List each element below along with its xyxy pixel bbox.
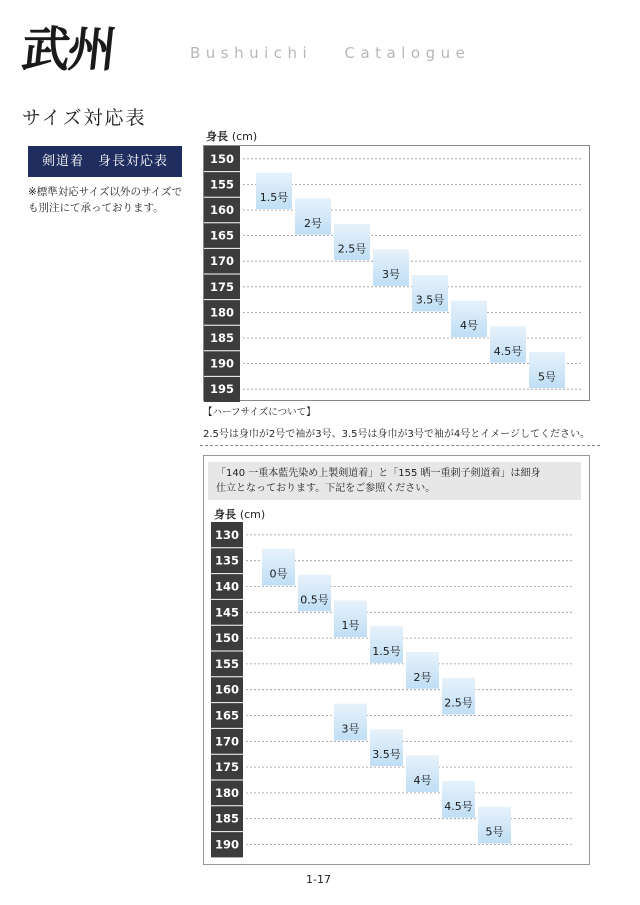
row-label-160: 160 [214,682,240,697]
size-label-3.5号: 3.5号 [372,748,401,762]
half-size-title: 【ハーフサイズについて】 [203,407,316,418]
size-label-1.5号: 1.5号 [372,645,401,658]
size-label-2号: 2号 [413,670,432,684]
row-label-170: 170 [214,734,240,749]
row-label-130: 130 [214,527,240,542]
chart-category-label: 剣道着 身長対応表 [28,146,182,177]
size-label-5号: 5号 [538,370,556,384]
row-label-160: 160 [209,203,235,217]
height-size-chart-slim [211,522,581,858]
row-label-190: 190 [214,837,240,852]
row-label-165: 165 [214,708,240,723]
chart1-axis-title: 身長 [206,130,228,143]
size-label-2号: 2号 [304,216,322,230]
row-label-190: 190 [209,356,235,371]
size-label-3.5号: 3.5号 [415,293,445,307]
row-label-175: 175 [214,760,240,775]
size-label-0号: 0号 [269,567,288,581]
size-label-4号: 4号 [460,319,478,333]
size-label-1号: 1号 [341,619,360,633]
row-label-185: 185 [214,811,240,826]
row-label-195: 195 [209,382,235,397]
row-label-155: 155 [214,656,240,671]
size-label-5号: 5号 [485,825,504,839]
size-label-4.5号: 4.5号 [444,799,473,813]
chart2-axis-unit: (cm) [239,508,266,521]
size-label-2.5号: 2.5号 [337,242,367,256]
slim-fit-note-line1: 「140 一重本藍先染め上製剣道着」と「155 晒一重刺子剣道着」は細身 [216,468,541,479]
size-label-1.5号: 1.5号 [259,191,289,205]
chart2-axis-title: 身長 [214,508,236,521]
brand-logo: 武州 [19,22,117,78]
size-label-3号: 3号 [382,268,400,281]
section-title: サイズ対応表 [22,107,147,129]
chart2-axis-label [214,506,265,522]
chart1-axis-label [206,128,257,144]
section-divider [200,445,600,446]
page-number: 1-17 [306,873,331,886]
custom-order-note: ※標準対応サイズ以外のサイズでも別注にて承っております。 [28,186,183,214]
half-size-text: 2.5号は身巾が2号で袖が3号、3.5号は身巾が3号で袖が4号とイメージしてください。 [203,429,590,440]
height-size-chart-standard [203,145,590,401]
row-label-150: 150 [214,631,240,646]
size-label-0.5号: 0.5号 [300,593,329,607]
row-label-170: 170 [209,254,235,269]
row-label-175: 175 [209,279,235,294]
size-label-4号: 4号 [413,774,432,787]
row-label-140: 140 [214,579,240,594]
size-label-3号: 3号 [341,722,360,736]
size-label-2.5号: 2.5号 [444,696,473,710]
row-label-155: 155 [209,177,235,192]
row-label-150: 150 [209,151,235,166]
size-label-4.5号: 4.5号 [493,344,523,358]
row-label-180: 180 [209,305,235,320]
row-label-180: 180 [214,785,240,800]
row-label-135: 135 [214,553,240,568]
slim-fit-note-line2: 仕立となっております。下記をご参照ください。 [216,483,436,494]
slim-fit-note [208,462,581,500]
row-label-145: 145 [214,605,240,620]
row-label-185: 185 [209,331,235,345]
chart1-axis-unit: (cm) [231,130,258,143]
row-label-165: 165 [209,228,235,243]
catalogue-title: Bushuichi Catalogue [190,44,471,62]
